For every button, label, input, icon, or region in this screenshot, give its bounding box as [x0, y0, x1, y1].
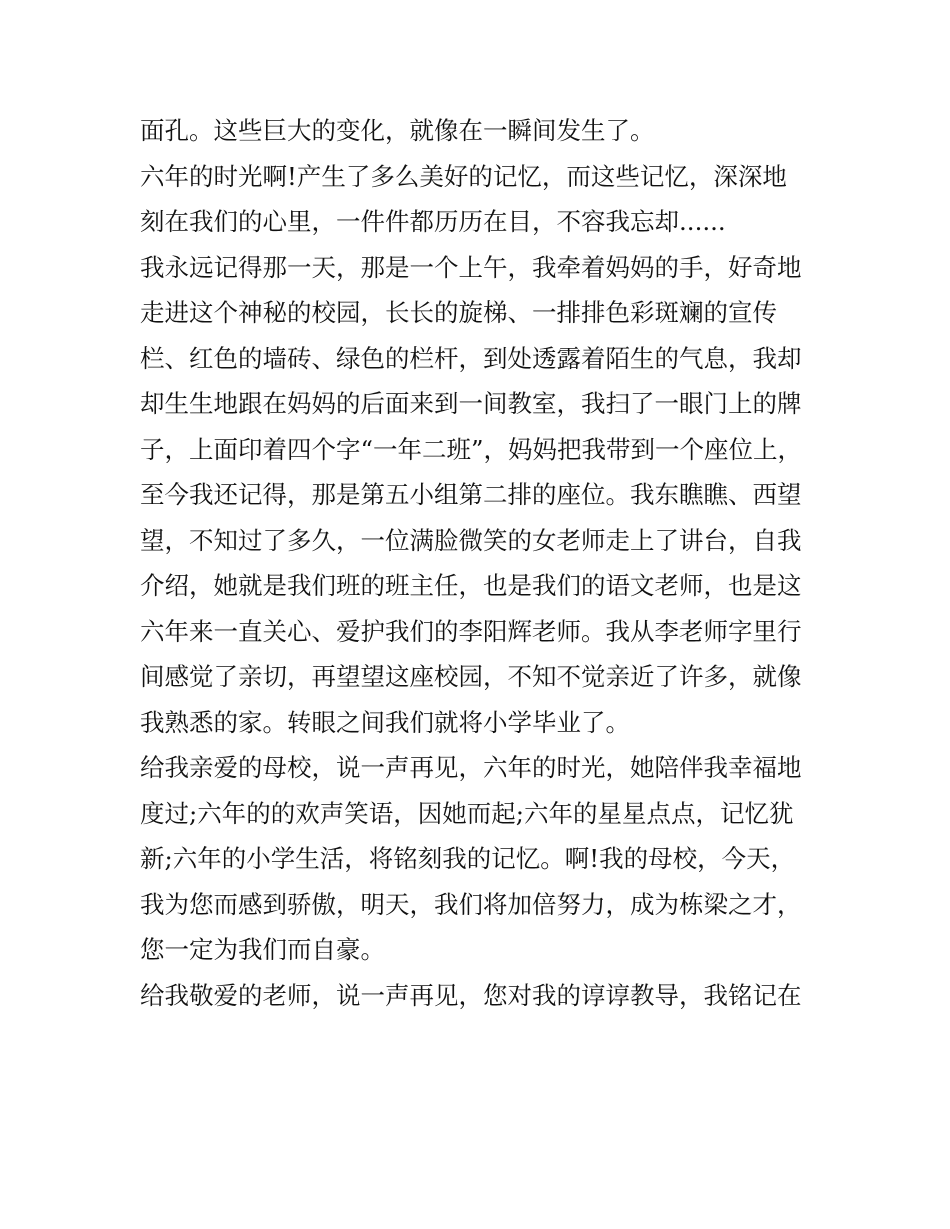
text-line: 走进这个神秘的校园，长长的旋梯、一排排色彩斑斓的宣传	[140, 298, 777, 327]
text-line: 我永远记得那一天，那是一个上午，我牵着妈妈的手，好奇地	[140, 252, 802, 282]
text-line: 子，上面印着四个字“一年二班”，妈妈把我带到一个座位上，	[140, 434, 803, 464]
text-line: 我为您而感到骄傲，明天，我们将加倍努力，成为栋梁之才，	[140, 889, 802, 919]
text-line: 面孔。这些巨大的变化，就像在一瞬间发生了。	[140, 116, 655, 145]
text-line: 我熟悉的家。转眼之间我们就将小学毕业了。	[140, 707, 630, 737]
text-line: 给我亲爱的母校，说一声再见，六年的时光，她陪伴我幸福地	[140, 753, 802, 782]
document-text	[140, 108, 820, 1018]
text-line: 间感觉了亲切，再望望这座校园，不知不觉亲近了许多，就像	[140, 662, 802, 691]
text-line: 栏、红色的墙砖、绿色的栏杆，到处透露着陌生的气息，我却	[140, 343, 802, 373]
text-line: 新;六年的小学生活，将铭刻我的记忆。啊!我的母校，今天，	[140, 844, 796, 873]
text-line: 望，不知过了多久，一位满脸微笑的女老师走上了讲台，自我	[140, 525, 802, 555]
text-line: 度过;六年的的欢声笑语，因她而起;六年的星星点点，记忆犹	[140, 798, 794, 828]
text-line: 介绍，她就是我们班的班主任，也是我们的语文老师，也是这	[140, 571, 802, 600]
text-line: 却生生地跟在妈妈的后面来到一间教室，我扫了一眼门上的牌	[140, 389, 802, 418]
text-line: 六年来一直关心、爱护我们的李阳辉老师。我从李老师字里行	[140, 616, 802, 646]
text-line: 给我敬爱的老师，说一声再见，您对我的谆谆教导，我铭记在	[140, 980, 802, 1010]
text-line: 您一定为我们而自豪。	[140, 935, 385, 964]
text-line: 至今我还记得，那是第五小组第二排的座位。我东瞧瞧、西望	[140, 480, 802, 509]
text-line: 六年的时光啊!产生了多么美好的记忆，而这些记忆，深深地	[140, 161, 787, 191]
text-line: 刻在我们的心里，一件件都历历在目，不容我忘却......	[140, 207, 726, 236]
